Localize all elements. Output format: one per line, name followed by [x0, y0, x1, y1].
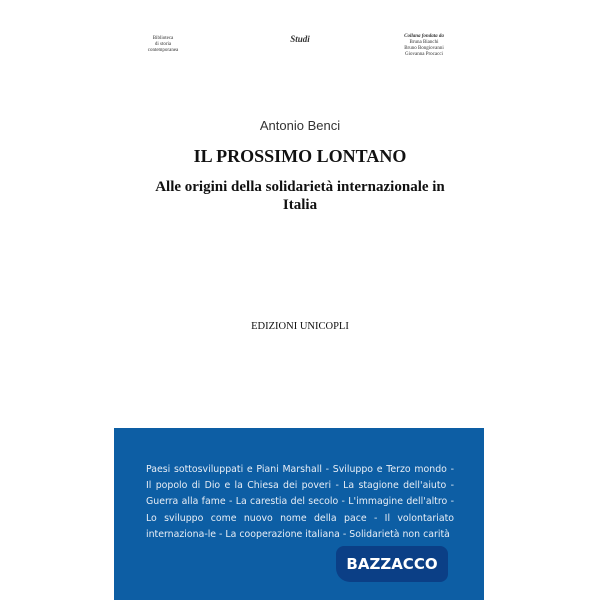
founders-line: Collana fondata da: [404, 34, 444, 39]
series-label: Studi: [290, 34, 310, 44]
blurb-text: Paesi sottosviluppati e Piani Marshall - Sviluppo e Terzo mondo - Il popolo di Dio e la Chiesa dei poveri - La stagione dell'aiuto - Guerra alla fame - La carestia del secolo - L'immagine dell'altro - Lo sviluppo come nuovo nome della pace - Il volontariato internaziona-le - La cooperazione italiana - Solidarietà non carità: [146, 464, 454, 540]
collection-line: contemporanea: [147, 48, 179, 53]
founders-line: Bruna Bianchi: [409, 40, 439, 45]
founders-line: Giovanna Procacci: [405, 52, 443, 57]
collection-line: di storia: [154, 42, 172, 47]
publisher: EDIZIONI UNICOPLI: [251, 321, 349, 332]
founders-line: Bruno Bongiovanni: [404, 46, 444, 51]
founders-label: [398, 34, 450, 58]
bookseller-badge: BAZZACCO: [336, 546, 448, 582]
book-subtitle: Alle origini della solidarietà internazionale in Italia: [155, 179, 445, 213]
collection-label: [138, 36, 188, 54]
collection-line: Biblioteca: [152, 36, 174, 41]
book-title: IL PROSSIMO LONTANO: [193, 146, 407, 166]
author: Antonio Benci: [259, 118, 341, 133]
